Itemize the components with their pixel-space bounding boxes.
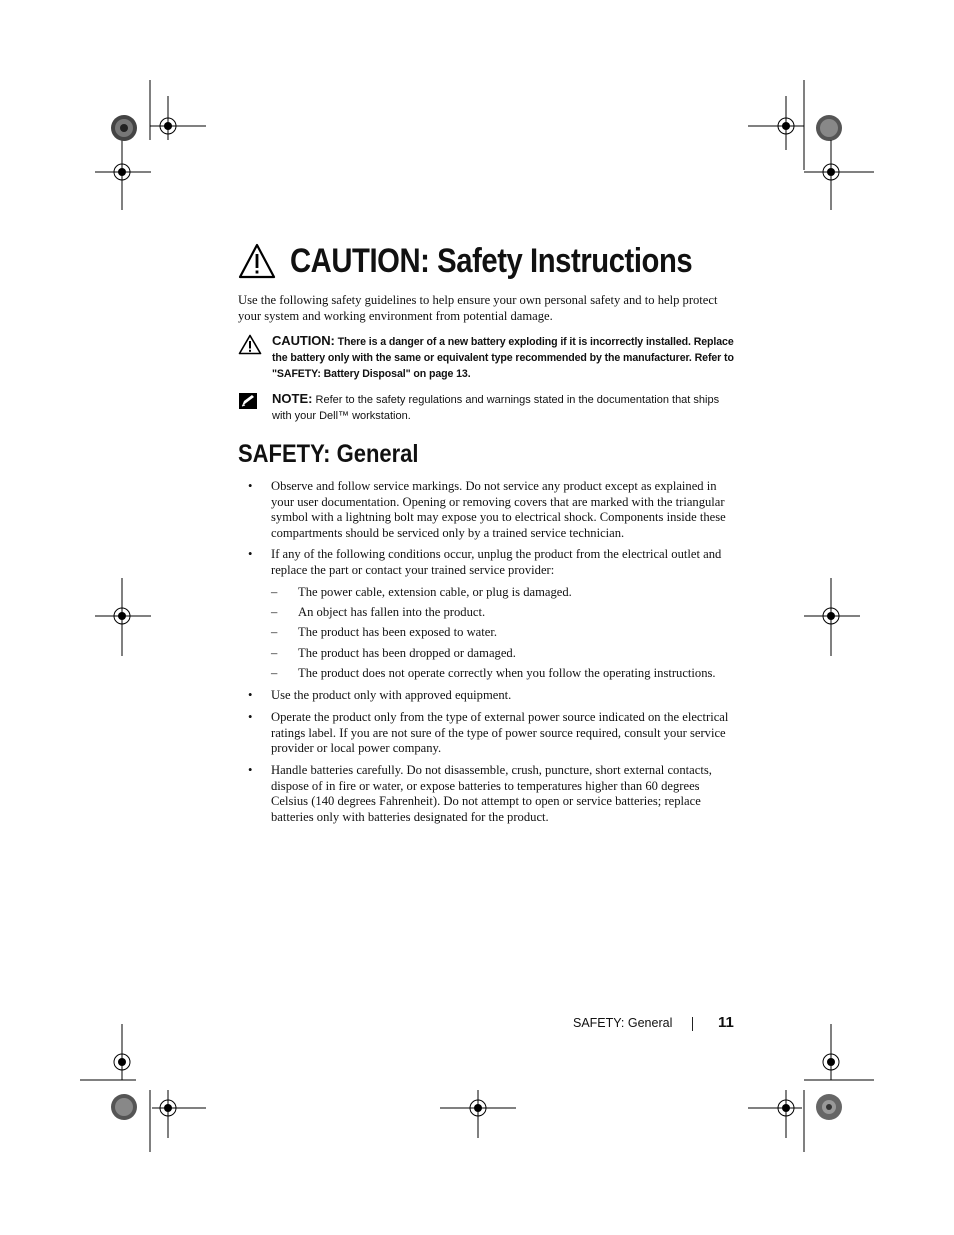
sub-list-item [271, 646, 741, 662]
list-item-text: Operate the product only from the type of external power source indicated on the electrical ratings label. If you are not sure of the type of power source required, consult your service provider or local power company. [271, 710, 729, 756]
color-bar-circle-icon [815, 1093, 843, 1121]
caution-text: There is a danger of a new battery exploding if it is incorrectly installed. Replace the battery only with the same or equivalent type recommended by the manufacturer. Refer to "SAFETY: Battery Disposal" on page 13. [272, 336, 734, 380]
registration-mark-icon [95, 140, 151, 210]
title-row [238, 236, 758, 286]
note-label: NOTE: [272, 391, 313, 406]
color-bar-circle-icon [815, 114, 843, 142]
note-text: Refer to the safety regulations and warnings stated in the documentation that ships with your Dell™ workstation. [272, 394, 720, 422]
registration-mark-icon [95, 578, 151, 656]
footer-divider [692, 1017, 693, 1031]
list-item [238, 763, 738, 825]
note-pencil-icon [238, 392, 258, 410]
caution-triangle-icon [238, 243, 276, 279]
note-notice [238, 391, 738, 424]
color-bar-circle-icon [110, 1093, 138, 1121]
sub-list-item-text: The product has been dropped or damaged. [298, 646, 516, 660]
caution-notice [238, 333, 738, 382]
dash-mark: – [271, 625, 278, 639]
sub-list-item-text: The product does not operate correctly when you follow the operating instructions. [298, 666, 716, 680]
page-title: CAUTION: Safety Instructions [290, 241, 693, 280]
sub-list-item-text: The power cable, extension cable, or plug is damaged. [298, 585, 572, 599]
page-number: 11 [718, 1014, 734, 1031]
section-heading: SAFETY: General [238, 440, 419, 468]
sub-list-item [271, 666, 741, 682]
sub-list-item-text: The product has been exposed to water. [298, 625, 497, 639]
sub-list-item [271, 585, 741, 601]
bullet-mark: • [248, 710, 253, 724]
bullet-mark: • [248, 688, 253, 702]
sub-list-item-text: An object has fallen into the product. [298, 605, 486, 619]
registration-mark-icon [440, 1090, 516, 1140]
list-item [238, 688, 738, 704]
registration-mark-icon [140, 80, 206, 140]
bullet-mark: • [248, 479, 253, 493]
bullet-mark: • [248, 763, 253, 777]
list-item [238, 547, 738, 578]
registration-mark-icon [80, 1024, 152, 1084]
list-item-text: Use the product only with approved equipment. [271, 688, 512, 702]
registration-mark-icon [804, 140, 874, 210]
intro-paragraph: Use the following safety guidelines to help ensure your own personal safety and to help protect your system and working environment from potential damage. [238, 293, 718, 323]
registration-mark-icon [804, 1024, 874, 1084]
sub-list-item [271, 625, 741, 641]
caution-triangle-icon [238, 334, 262, 355]
caution-label: CAUTION: [272, 333, 335, 348]
registration-mark-icon [748, 1090, 814, 1152]
list-item-text: Observe and follow service markings. Do not service any product except as explained in your user documentation. Opening or removing covers that are marked with the triangular symbol with a lightning bolt may expose you to electrical shock. Components inside these compartments should be serviced only by a trained service technician. [271, 479, 726, 540]
list-item [238, 479, 738, 541]
footer-section-title: SAFETY: General [573, 1016, 673, 1030]
list-item [238, 710, 738, 757]
sub-list-item [271, 605, 741, 621]
dash-mark: – [271, 666, 278, 680]
list-item-text: Handle batteries carefully. Do not disassemble, crush, puncture, short external contacts, dispose of in fire or water, or expose batteries to temperatures higher than 60 degrees Celsius (140 degrees Fahrenheit). Do not attempt to open or service batteries; replace batteries only with batteries designated for the product. [271, 763, 712, 824]
registration-mark-icon [140, 1090, 206, 1152]
color-bar-circle-icon [110, 114, 138, 142]
registration-mark-icon [804, 578, 860, 656]
dash-mark: – [271, 605, 278, 619]
list-item-text: If any of the following conditions occur, unplug the product from the electrical outlet and replace the part or contact your trained service provider: [271, 547, 722, 577]
dash-mark: – [271, 646, 278, 660]
bullet-mark: • [248, 547, 253, 561]
dash-mark: – [271, 585, 278, 599]
